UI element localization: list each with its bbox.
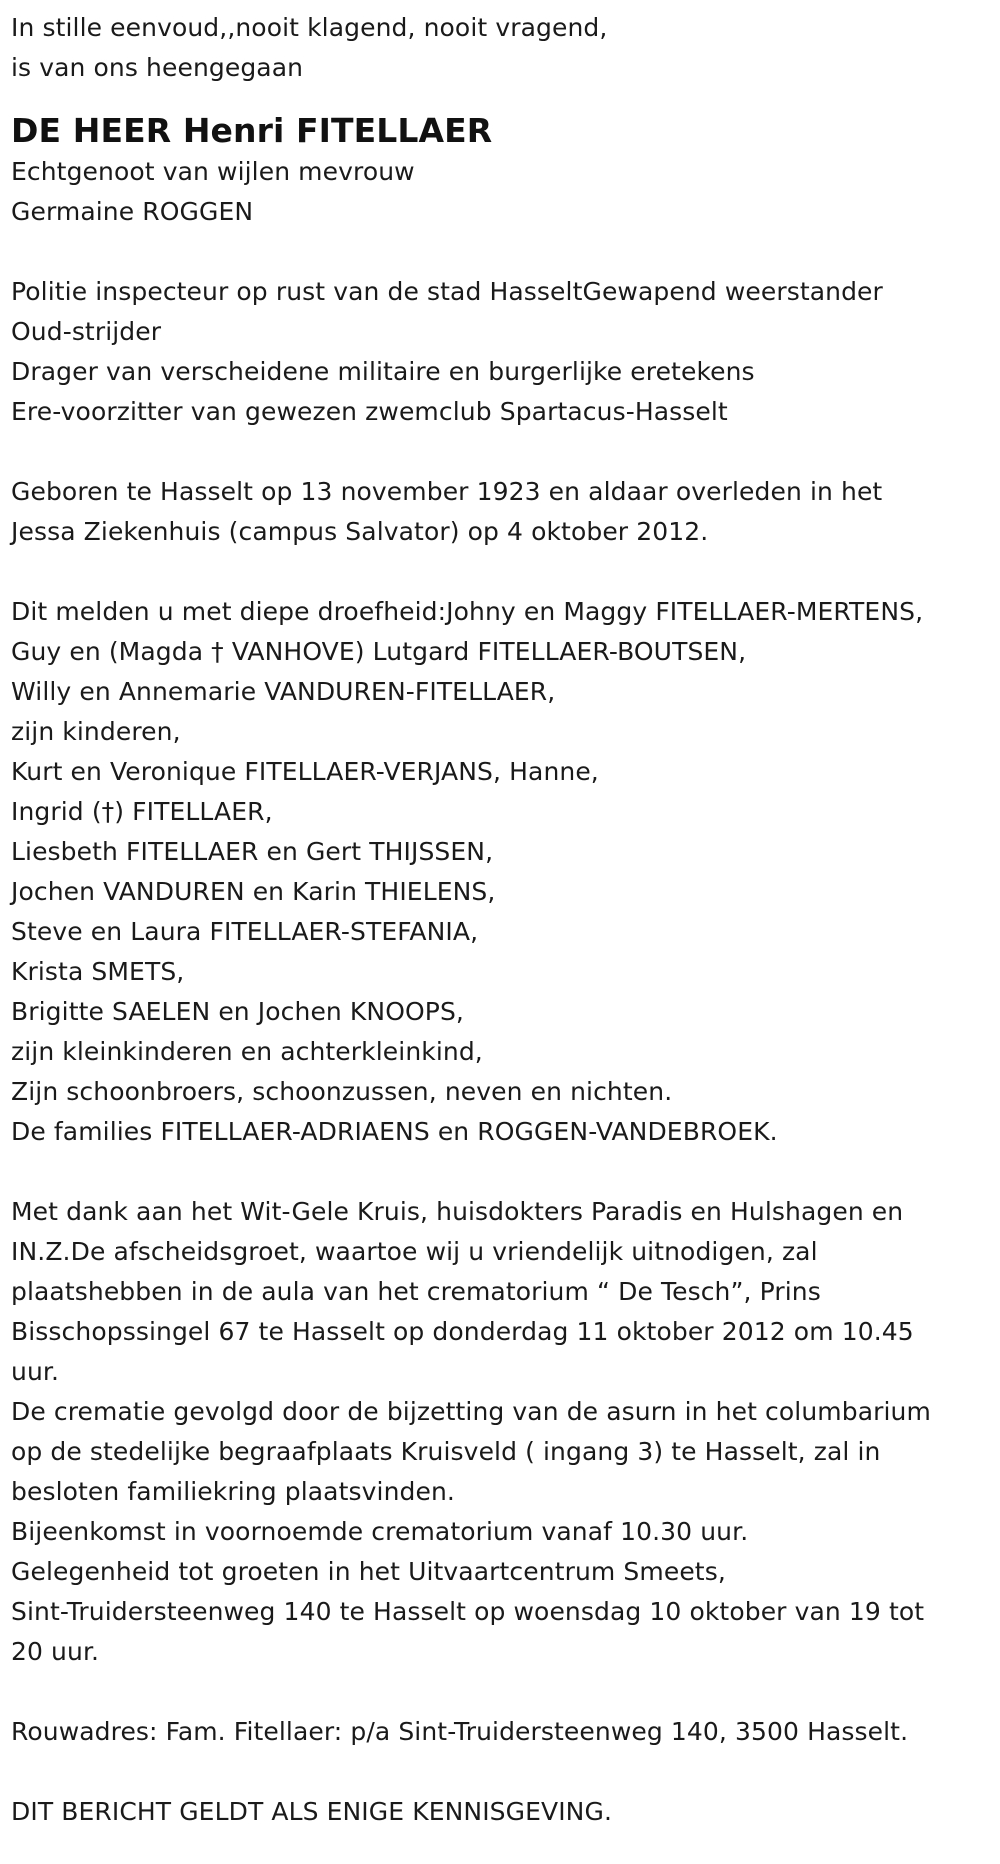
family-line: Krista SMETS,	[11, 957, 185, 986]
section-spacer	[11, 432, 996, 472]
family-line: Dit melden u met diepe droefheid:Johny en Maggy FITELLAER-MERTENS,	[11, 597, 924, 626]
ceremony-line: uur.	[11, 1357, 60, 1386]
family-line: Jochen VANDUREN en Karin THIELENS,	[11, 877, 496, 906]
ceremony-line: op de stedelijke begraafplaats Kruisveld ( ingang 3) te Hasselt, zal in	[11, 1437, 881, 1466]
family-line: Willy en Annemarie VANDUREN-FITELLAER,	[11, 677, 556, 706]
ceremony-section	[11, 1192, 996, 1672]
ceremony-line: plaatshebben in de aula van het crematorium “ De Tesch”, Prins	[11, 1277, 821, 1306]
career-line: Politie inspecteur op rust van de stad HasseltGewapend weerstander	[11, 277, 883, 306]
ceremony-line: besloten familiekring plaatsvinden.	[11, 1477, 455, 1506]
family-line: zijn kleinkinderen en achterkleinkind,	[11, 1037, 483, 1066]
family-line: Zijn schoonbroers, schoonzussen, neven en nichten.	[11, 1077, 673, 1106]
family-line: Guy en (Magda † VANHOVE) Lutgard FITELLAER-BOUTSEN,	[11, 637, 747, 666]
ceremony-line: Sint-Truidersteenweg 140 te Hasselt op woensdag 10 oktober van 19 tot	[11, 1597, 925, 1626]
spouse-line: Echtgenoot van wijlen mevrouw	[11, 157, 415, 186]
family-line: Liesbeth FITELLAER en Gert THIJSSEN,	[11, 837, 494, 866]
spouse-line: Germaine ROGGEN	[11, 197, 254, 226]
obituary-document	[11, 8, 996, 1832]
ceremony-line: 20 uur.	[11, 1637, 100, 1666]
mourning-address: Rouwadres: Fam. Fitellaer: p/a Sint-Truidersteenweg 140, 3500 Hasselt.	[11, 1717, 909, 1746]
ceremony-line: Bisschopssingel 67 te Hasselt op donderdag 11 oktober 2012 om 10.45	[11, 1317, 914, 1346]
family-line: Steve en Laura FITELLAER-STEFANIA,	[11, 917, 479, 946]
intro-section	[11, 8, 996, 88]
ceremony-line: Met dank aan het Wit-Gele Kruis, huisdokters Paradis en Hulshagen en	[11, 1197, 904, 1226]
family-line: Ingrid (†) FITELLAER,	[11, 797, 273, 826]
ceremony-line: Gelegenheid tot groeten in het Uitvaartcentrum Smeets,	[11, 1557, 726, 1586]
intro-line: In stille eenvoud,,nooit klagend, nooit vragend,	[11, 13, 608, 42]
career-line: Oud-strijder	[11, 317, 162, 346]
family-line: zijn kinderen,	[11, 717, 181, 746]
family-line: Brigitte SAELEN en Jochen KNOOPS,	[11, 997, 464, 1026]
family-section	[11, 592, 996, 1152]
section-spacer	[11, 1152, 996, 1192]
section-spacer	[11, 232, 996, 272]
career-line: Ere-voorzitter van gewezen zwemclub Spartacus-Hasselt	[11, 397, 728, 426]
intro-line: is van ons heengegaan	[11, 53, 304, 82]
birth-section	[11, 472, 996, 552]
ceremony-line: IN.Z.De afscheidsgroet, waartoe wij u vriendelijk uitnodigen, zal	[11, 1237, 818, 1266]
career-line: Drager van verscheidene militaire en burgerlijke eretekens	[11, 357, 755, 386]
ceremony-line: Bijeenkomst in voornoemde crematorium vanaf 10.30 uur.	[11, 1517, 749, 1546]
spouse-section	[11, 152, 996, 232]
ceremony-line: De crematie gevolgd door de bijzetting van de asurn in het columbarium	[11, 1397, 931, 1426]
section-spacer	[11, 1672, 996, 1712]
notice-line: DIT BERICHT GELDT ALS ENIGE KENNISGEVING.	[11, 1797, 612, 1826]
deceased-name-title: DE HEER Henri FITELLAER	[11, 111, 493, 150]
birth-line: Jessa Ziekenhuis (campus Salvator) op 4 oktober 2012.	[11, 517, 709, 546]
family-line: Kurt en Veronique FITELLAER-VERJANS, Hanne,	[11, 757, 599, 786]
family-line: De families FITELLAER-ADRIAENS en ROGGEN-VANDEBROEK.	[11, 1117, 778, 1146]
career-section	[11, 272, 996, 432]
section-spacer	[11, 552, 996, 592]
birth-line: Geboren te Hasselt op 13 november 1923 en aldaar overleden in het	[11, 477, 883, 506]
section-spacer	[11, 1752, 996, 1792]
